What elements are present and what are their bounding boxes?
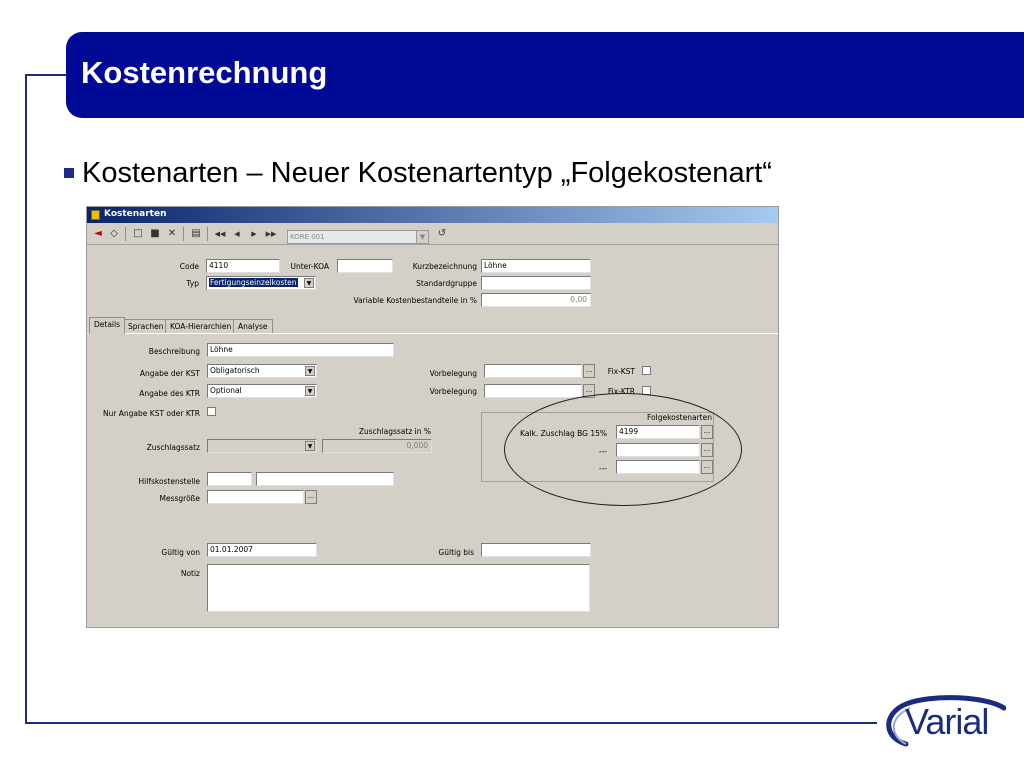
toolbar-separator: [207, 227, 208, 241]
window-titlebar: [87, 207, 778, 223]
notiz-label: Notiz: [180, 569, 200, 578]
fix-kst-checkbox[interactable]: [642, 366, 651, 375]
folgekostenarten-title: Folgekostenarten: [647, 413, 712, 422]
beschreibung-label: Beschreibung: [148, 347, 200, 356]
chevron-down-icon[interactable]: ▼: [304, 278, 314, 288]
angabe-ktr-label: Angabe des KTR: [139, 389, 200, 398]
window-icon: [91, 210, 100, 220]
folge-row-label: ---: [598, 464, 607, 473]
bullet-text: Kostenarten – Neuer Kostenartentyp „Folgekostenart“: [82, 157, 772, 189]
highlight-ellipse: [504, 393, 742, 506]
variable-kostenbestandteile-field[interactable]: 0,00: [481, 293, 591, 307]
mandant-combo-value: KORE 001: [290, 233, 325, 241]
gueltig-bis-label: Gültig bis: [438, 548, 474, 557]
last-record-icon[interactable]: ▶▶: [265, 230, 277, 238]
notiz-textarea[interactable]: [207, 564, 590, 612]
vorbelegung-ktr-label: Vorbelegung: [429, 387, 477, 396]
hilfskostenstelle-name-field[interactable]: [256, 472, 394, 486]
refresh-icon[interactable]: ↺: [437, 228, 447, 239]
code-field[interactable]: 4110: [206, 259, 280, 273]
messgroesse-lookup-button[interactable]: ...: [305, 490, 317, 504]
folge-row-lookup-button[interactable]: ...: [701, 460, 713, 474]
typ-value: Fertigungseinzelkosten: [210, 278, 297, 287]
tabs-divider: [87, 333, 778, 334]
delete-icon[interactable]: ✕: [167, 228, 177, 239]
standardgruppe-label: Standardgruppe: [416, 279, 477, 288]
zuschlagssatz-prozent-label: Zuschlagssatz in %: [358, 427, 431, 436]
tab-sprachen[interactable]: Sprachen: [123, 319, 168, 333]
zuschlagssatz-label: Zuschlagssatz: [146, 443, 200, 452]
tab-koa-hierarchien[interactable]: KOA-Hierarchien: [165, 319, 236, 333]
folge-row-lookup-button[interactable]: ...: [701, 443, 713, 457]
toolbar-separator: [183, 227, 184, 241]
zuschlagssatz-prozent-field[interactable]: 0,000: [322, 439, 432, 453]
code-label: Code: [179, 262, 199, 271]
typ-label: Typ: [186, 279, 199, 288]
chevron-down-icon[interactable]: ▼: [416, 231, 428, 243]
tab-details[interactable]: Details: [89, 317, 125, 334]
beschreibung-field[interactable]: Löhne: [207, 343, 394, 357]
bullet-marker: [64, 168, 74, 178]
back-arrow-icon[interactable]: ◄: [94, 228, 102, 239]
new-document-icon[interactable]: □: [133, 228, 143, 239]
frame-line-bottom: [25, 722, 877, 724]
standardgruppe-field[interactable]: [481, 276, 591, 290]
chevron-down-icon[interactable]: ▼: [305, 366, 315, 376]
mandant-combo[interactable]: [287, 230, 429, 244]
kostenarten-window: [86, 206, 779, 628]
folge-row-field[interactable]: 4199: [616, 425, 700, 439]
angabe-kst-value: Obligatorisch: [210, 366, 260, 375]
angabe-ktr-select[interactable]: [207, 384, 317, 398]
tag-icon[interactable]: ◇: [110, 228, 118, 239]
folge-row-label: Kalk. Zuschlag BG 15%: [520, 429, 607, 438]
chevron-down-icon[interactable]: ▼: [305, 386, 315, 396]
hilfskostenstelle-label: Hilfskostenstelle: [138, 477, 200, 486]
angabe-kst-select[interactable]: [207, 364, 317, 378]
gueltig-von-field[interactable]: 01.01.2007: [207, 543, 317, 557]
hilfskostenstelle-code-field[interactable]: [207, 472, 252, 486]
kurzbezeichnung-field[interactable]: Löhne: [481, 259, 591, 273]
nur-angabe-checkbox[interactable]: [207, 407, 216, 416]
vorbelegung-ktr-field[interactable]: [484, 384, 582, 398]
variable-kostenbestandteile-label: Variable Kostenbestandteile in %: [353, 296, 477, 305]
stop-icon[interactable]: ■: [150, 228, 160, 239]
frame-line-left: [25, 75, 27, 723]
toolbar: [87, 223, 778, 245]
window-title: Kostenarten: [104, 209, 167, 219]
first-record-icon[interactable]: ◀◀: [214, 230, 226, 238]
tab-analyse[interactable]: Analyse: [233, 319, 273, 333]
vorbelegung-kst-lookup-button[interactable]: ...: [583, 364, 595, 378]
frame-line-top: [25, 74, 67, 76]
unter-koa-field[interactable]: [337, 259, 393, 273]
vorbelegung-kst-field[interactable]: [484, 364, 582, 378]
messgroesse-field[interactable]: [207, 490, 304, 504]
nur-angabe-label: Nur Angabe KST oder KTR: [102, 409, 200, 418]
messgroesse-label: Messgröße: [159, 494, 200, 503]
toolbar-separator: [125, 227, 126, 241]
vorbelegung-ktr-lookup-button[interactable]: ...: [583, 384, 595, 398]
gueltig-bis-field[interactable]: [481, 543, 591, 557]
chevron-down-icon[interactable]: ▼: [305, 441, 315, 451]
unter-koa-label: Unter-KOA: [290, 262, 329, 271]
angabe-ktr-value: Optional: [210, 386, 242, 395]
gueltig-von-label: Gültig von: [161, 548, 200, 557]
slide-title: Kostenrechnung: [81, 55, 328, 90]
previous-record-icon[interactable]: ◀: [234, 230, 240, 238]
kurzbezeichnung-label: Kurzbezeichnung: [412, 262, 477, 271]
fix-ktr-label: Fix-KTR: [607, 387, 635, 396]
folge-row-label: ---: [598, 447, 607, 456]
print-icon[interactable]: ▤: [191, 228, 201, 239]
varial-logo-text: Varial: [905, 701, 989, 742]
typ-select[interactable]: [206, 276, 316, 290]
folge-row-lookup-button[interactable]: ...: [701, 425, 713, 439]
zuschlagssatz-select[interactable]: [207, 439, 317, 453]
vorbelegung-kst-label: Vorbelegung: [429, 369, 477, 378]
fix-kst-label: Fix-KST: [607, 367, 635, 376]
angabe-kst-label: Angabe der KST: [139, 369, 200, 378]
next-record-icon[interactable]: ▶: [251, 230, 257, 238]
